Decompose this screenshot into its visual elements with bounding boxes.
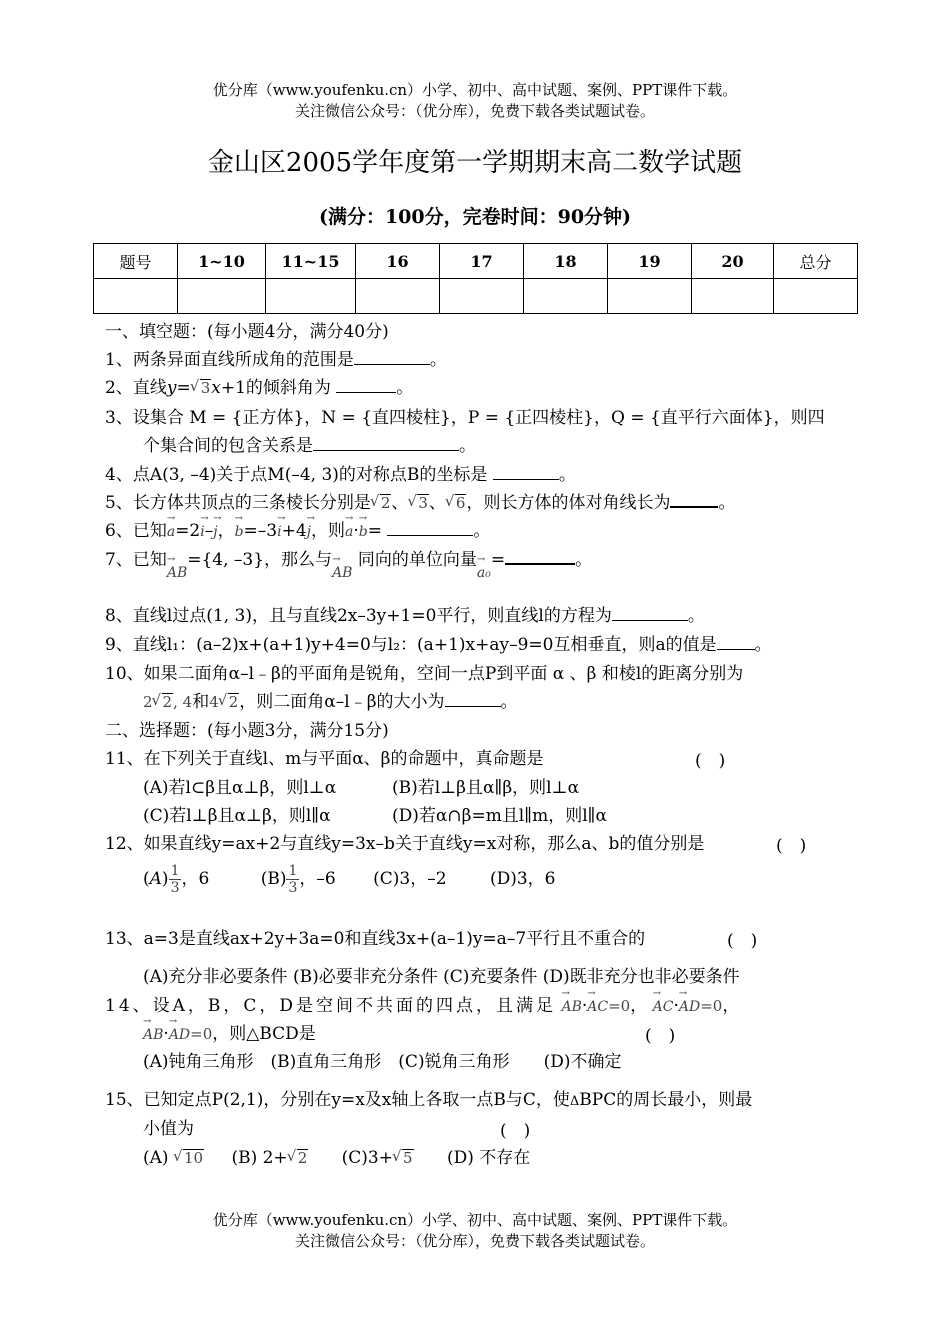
question-15-options: (A) √ 10 (B) 2+√ 2 (C)3+√ 5 (D) 不存在 bbox=[143, 1145, 530, 1171]
question-10-text: ，则二面角α–l﹣β的大小为 bbox=[239, 692, 445, 712]
question-5: 5、长方体共顶点的三条棱长分别是√ 2、√ 3、√ 6，则长方体的体对角线长为 。 bbox=[105, 490, 735, 516]
answer-paren[interactable]: ( ) bbox=[776, 836, 807, 856]
score-cell[interactable] bbox=[94, 279, 178, 314]
option-d-text: (D)3，6 bbox=[489, 869, 556, 889]
question-15-text: 15、已知定点P(2,1)，分别在y=x及x轴上各取一点B与C，使 bbox=[105, 1090, 570, 1110]
question-12: 12、如果直线y=ax+2与直线y=3x–b关于直线y=x对称，那么a、b的值分别是 bbox=[105, 834, 705, 854]
question-3-line-1: 3、设集合 M = {正方体}，N = {直四棱柱}，P = {正四棱柱}，Q = {直平行六面体}，则四 bbox=[105, 408, 825, 428]
header-line-1: 优分库（www.youfenku.cn）小学、初中、高中试题、案例、PPT课件下载。 bbox=[212, 81, 738, 99]
option-c-text: (C)3+ bbox=[341, 1148, 393, 1168]
score-cell[interactable] bbox=[266, 279, 356, 314]
question-7: 7、已知→ AB={4, –3}，那么与→ AB 同向的单位向量→ a₀= 。 bbox=[105, 547, 592, 574]
score-cell[interactable] bbox=[524, 279, 608, 314]
question-11-option-d: (D)若α∩β=m且l∥m，则l∥α bbox=[392, 806, 607, 826]
question-5-text: 5、长方体共顶点的三条棱长分别是 bbox=[105, 493, 371, 513]
score-header-cell: 20 bbox=[692, 244, 774, 279]
score-header-cell: 总分 bbox=[774, 244, 858, 279]
question-8: 8、直线l过点(1, 3)，且与直线2x–3y+1=0平行，则直线l的方程为 。 bbox=[105, 606, 705, 626]
exam-subtitle: (满分：100分，完卷时间：90分钟) bbox=[318, 206, 632, 228]
question-14-line-2: → AB·→ AD=0，则△BCD是 bbox=[143, 1021, 316, 1048]
question-15-line-2: 小值为 bbox=[143, 1119, 194, 1139]
answer-blank[interactable] bbox=[354, 364, 430, 365]
exam-title: 金山区2005学年度第一学期期末高二数学试题 bbox=[207, 148, 743, 178]
question-13-options: (A)充分非必要条件 (B)必要非充分条件 (C)充要条件 (D)既非充分也非必要条件 bbox=[143, 967, 740, 987]
section-1-heading: 一、填空题：(每小题4分，满分40分) bbox=[105, 322, 389, 342]
question-7-text-b: ={4, –3}，那么与 bbox=[187, 550, 333, 570]
section-2-heading: 二、选择题：(每小题3分，满分15分) bbox=[105, 721, 389, 741]
answer-blank[interactable] bbox=[612, 620, 688, 621]
score-cell[interactable] bbox=[608, 279, 692, 314]
question-7-text-c: 同向的单位向量 bbox=[357, 550, 477, 570]
score-header-cell: 17 bbox=[440, 244, 524, 279]
question-2-text: 2、直线 bbox=[105, 378, 167, 398]
question-15: 15、已知定点P(2,1)，分别在y=x及x轴上各取一点B与C，使ΔBPC的周长最小，则最 bbox=[105, 1090, 753, 1110]
question-14-text: 14、设A，B，C，D是空间不共面的四点，且满足 bbox=[105, 996, 557, 1016]
question-14: 14、设A，B，C，D是空间不共面的四点，且满足 → AB·→ AC=0， → AC·→ AD=0， bbox=[105, 993, 739, 1020]
question-2-text-b: 的倾斜角为 bbox=[245, 378, 331, 398]
option-c-text: (C)3，–2 bbox=[373, 869, 447, 889]
question-4: 4、点A(3, –4)关于点M(–4, 3)的对称点B的坐标是 。 bbox=[105, 465, 576, 485]
question-11: 11、在下列关于直线l、m与平面α、β的命题中，真命题是 bbox=[105, 749, 544, 769]
question-3-text: 个集合间的包含关系是 bbox=[143, 436, 313, 456]
question-4-text: 4、点A(3, –4)关于点M(–4, 3)的对称点B的坐标是 bbox=[105, 465, 488, 485]
score-cell[interactable] bbox=[692, 279, 774, 314]
answer-blank[interactable] bbox=[313, 450, 459, 451]
answer-paren[interactable]: ( ) bbox=[645, 1026, 676, 1046]
question-1-text: 1、两条异面直线所成角的范围是 bbox=[105, 350, 354, 370]
option-a-text: ，6 bbox=[181, 869, 210, 889]
score-cell[interactable] bbox=[356, 279, 440, 314]
question-13: 13、a=3是直线ax+2y+3a=0和直线3x+(a–1)y=a–7平行且不重合的 bbox=[105, 929, 646, 949]
answer-blank[interactable] bbox=[717, 649, 755, 650]
score-header-cell: 题号 bbox=[94, 244, 178, 279]
answer-paren[interactable]: ( ) bbox=[500, 1121, 531, 1141]
answer-blank[interactable] bbox=[445, 706, 501, 707]
question-12-options: (A) $\frac{1}{3}$ ，6 (B) $\frac{1}{3}$ ，–6 (C)3，–2 (D)3，6 bbox=[143, 863, 556, 896]
score-header-cell: 19 bbox=[608, 244, 692, 279]
question-10-line-2: 2√ 2, 4和4√ 2，则二面角α–l﹣β的大小为 。 bbox=[143, 689, 518, 715]
answer-paren[interactable]: ( ) bbox=[727, 931, 758, 951]
question-7-text: 7、已知 bbox=[105, 550, 167, 570]
header-line-2: 关注微信公众号：（优分库），免费下载各类试题试卷。 bbox=[294, 102, 655, 120]
question-6-text-b: ，则 bbox=[311, 521, 345, 541]
score-header-cell: 1~10 bbox=[178, 244, 266, 279]
question-6: 6、已知→ a=2→ i–→ j，→ b=–3→ i+4→ j，则→ a·→ b= 。 bbox=[105, 518, 490, 545]
question-9: 9、直线l₁：(a–2)x+(a+1)y+4=0与l₂：(a+1)x+ay–9=0互相垂直，则a的值是 。 bbox=[105, 635, 772, 655]
question-14-options: (A)钝角三角形 (B)直角三角形 (C)锐角三角形 (D)不确定 bbox=[143, 1052, 622, 1072]
answer-blank[interactable] bbox=[670, 506, 718, 508]
question-3-line-2: 个集合间的包含关系是 。 bbox=[143, 436, 476, 456]
score-table bbox=[93, 243, 858, 314]
answer-blank[interactable] bbox=[505, 563, 575, 565]
footer-line-2: 关注微信公众号：（优分库），免费下载各类试题试卷。 bbox=[294, 1232, 655, 1250]
question-5-text-b: ，则长方体的体对角线长为 bbox=[466, 493, 671, 513]
footer-line-1: 优分库（www.youfenku.cn）小学、初中、高中试题、案例、PPT课件下载。 bbox=[212, 1211, 738, 1229]
score-table-header-row bbox=[94, 244, 858, 279]
score-table-score-row bbox=[94, 279, 858, 314]
answer-blank[interactable] bbox=[336, 392, 396, 393]
answer-paren[interactable]: ( ) bbox=[695, 751, 726, 771]
question-11-option-a: (A)若l⊂β且α⊥β，则l⊥α bbox=[143, 778, 337, 798]
option-b-text: ，–6 bbox=[299, 869, 336, 889]
question-15-text-b: BPC的周长最小，则最 bbox=[579, 1090, 753, 1110]
score-cell[interactable] bbox=[440, 279, 524, 314]
score-cell[interactable] bbox=[774, 279, 858, 314]
question-2: 2、直线y=√ 3x+1的倾斜角为 。 bbox=[105, 375, 413, 401]
question-9-text: 9、直线l₁：(a–2)x+(a+1)y+4=0与l₂：(a+1)x+ay–9=0互相垂直，则a的值是 bbox=[105, 635, 717, 655]
option-b-text: (B) 2+ bbox=[231, 1148, 288, 1168]
question-11-option-b: (B)若l⊥β且α∥β，则l⊥α bbox=[392, 778, 580, 798]
score-cell[interactable] bbox=[178, 279, 266, 314]
option-a-text: (A) bbox=[143, 1148, 169, 1168]
question-6-text: 6、已知 bbox=[105, 521, 167, 541]
score-header-cell: 18 bbox=[524, 244, 608, 279]
question-14-text-b: ，则△BCD是 bbox=[212, 1024, 316, 1044]
question-1: 1、两条异面直线所成角的范围是 。 bbox=[105, 350, 447, 370]
answer-blank[interactable] bbox=[493, 479, 559, 480]
question-10-line-1: 10、如果二面角α–l﹣β的平面角是锐角，空间一点P到平面 α 、β 和棱l的距离分别为 bbox=[105, 664, 744, 684]
question-8-text: 8、直线l过点(1, 3)，且与直线2x–3y+1=0平行，则直线l的方程为 bbox=[105, 606, 612, 626]
question-11-option-c: (C)若l⊥β且α⊥β，则l∥α bbox=[143, 806, 331, 826]
option-d-text: (D) 不存在 bbox=[446, 1148, 531, 1168]
score-header-cell: 16 bbox=[356, 244, 440, 279]
answer-blank[interactable] bbox=[387, 535, 473, 536]
score-header-cell: 11~15 bbox=[266, 244, 356, 279]
